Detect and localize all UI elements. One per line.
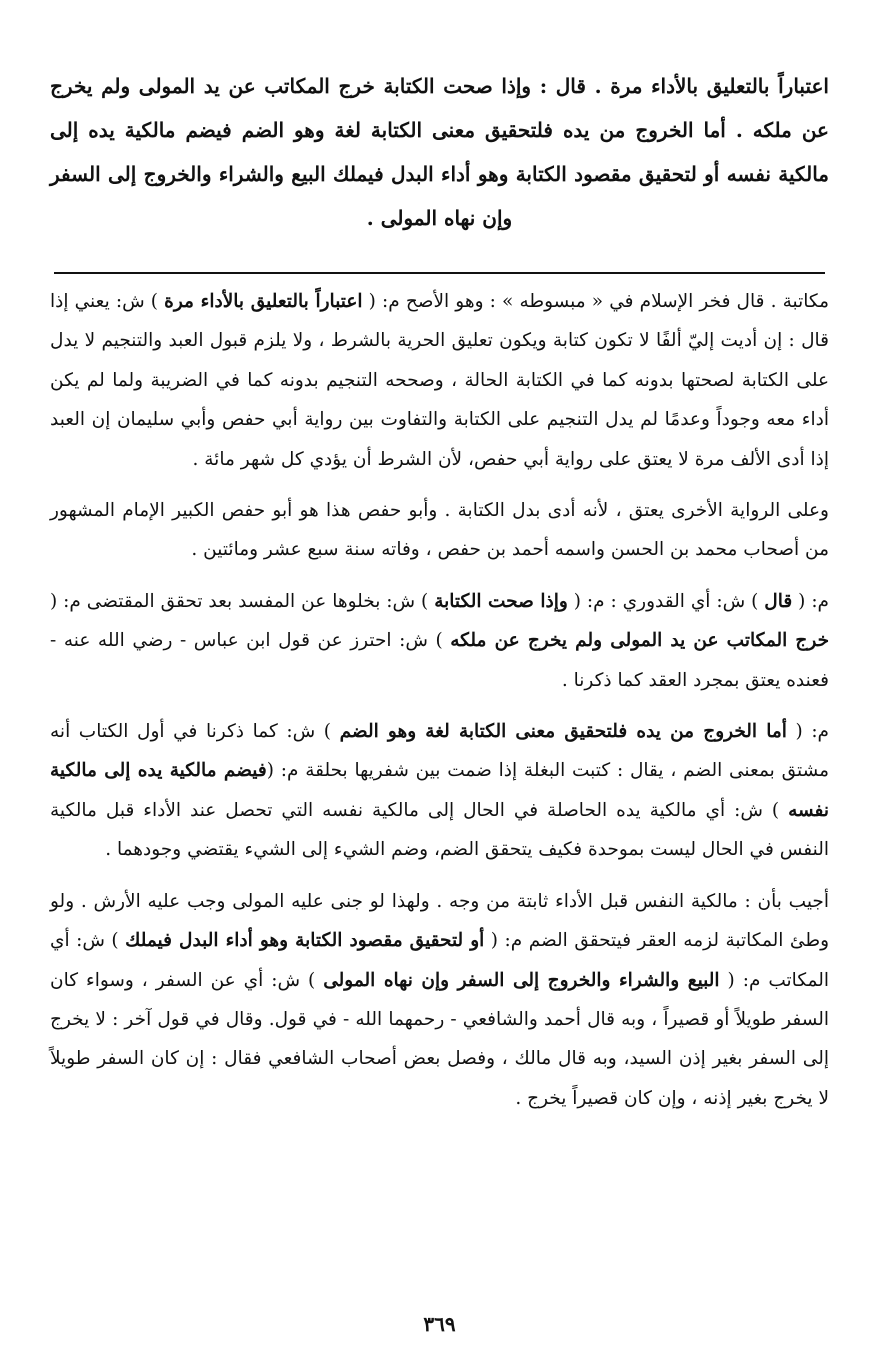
commentary-paragraph-5	[50, 882, 829, 1118]
main-text-block: اعتباراً بالتعليق بالأداء مرة . قال : وإذا صحت الكتابة خرج المكاتب عن يد المولى ولم يخرج عن ملكه . أما الخروج من يده فلتحقيق معنى الكتابة لغة وهو الضم فيضم مالكية يده إلى مالكية نفسه أو لتحقيق مقصود الكتابة وهو أداء البدل فيملك البيع والشراء والخروج إلى السفر وإن نهاه المولى .	[50, 74, 829, 230]
commentary-quote: اعتباراً بالتعليق بالأداء مرة	[164, 291, 363, 312]
commentary-text: أجيب بأن : مالكية النفس قبل الأداء ثابتة من وجه . ولهذا لو جنى عليه المولى وجب عليه الأرش . ولو وطئ المكاتبة لزمه العقر فيتحقق الضم م: (	[50, 890, 830, 952]
commentary-text: ) ش: أي المكاتب م: (	[50, 930, 830, 991]
commentary-paragraph-2: وعلى الرواية الأخرى يعتق ، لأنه أدى بدل الكتابة . وأبو حفص هذا هو أبو حفص الكبير الإمام المشهور من أصحاب محمد بن الحسن واسمه أحمد بن حفص ، وفاته سنة سبع عشر ومائتين .	[50, 500, 829, 561]
commentary-block	[50, 282, 829, 1130]
commentary-quote: أو لتحقيق مقصود الكتابة وهو أداء البدل فيملك	[125, 930, 485, 952]
commentary-text: مكاتبة . قال فخر الإسلام في « مبسوطه » : وهو الأصح م: (	[362, 291, 830, 312]
commentary-paragraph-3	[50, 582, 829, 700]
commentary-quote: فيضم مالكية يده إلى مالكية نفسه	[50, 760, 829, 821]
commentary-text: ) ش: كما ذكرنا في أول الكتاب أنه مشتق بمعنى الضم ، يقال : كتبت البغلة إذا ضمت بين شفريها بحلقة م: (	[50, 721, 829, 782]
commentary-text: ) ش: أي القدوري : م: (	[567, 590, 765, 612]
commentary-text: ) ش: احترز عن قول ابن عباس - رضي الله عنه - فعنده يعتق بمجرد العقد كما ذكرنا .	[50, 630, 829, 691]
commentary-text: م: (	[792, 590, 830, 612]
commentary-text: م: (	[786, 721, 830, 743]
page-number: ٣٦٩	[423, 1312, 456, 1336]
commentary-quote: قال	[764, 590, 793, 612]
commentary-paragraph-4	[50, 712, 829, 870]
commentary-quote: خرج المكاتب عن يد المولى ولم يخرج عن ملكه	[450, 630, 830, 652]
commentary-quote: البيع والشراء والخروج إلى السفر وإن نهاه المولى	[323, 969, 720, 991]
commentary-quote: أما الخروج من يده فلتحقيق معنى الكتابة لغة وهو الضم	[339, 721, 787, 743]
commentary-text: ) ش: بخلوها عن المفسد بعد تحقق المقتضى م: (	[50, 590, 435, 612]
commentary-quote: وإذا صحت الكتابة	[434, 590, 568, 612]
commentary-text: ) ش: يعني إذا قال : إن أديت إليّ ألفًا لا تكون كتابة ويكون تعليق الحرية بالشرط ، ولا يلزم قبول العبد والتنجيم لا يدل على الكتابة لصحتها بدونه كما في الكتابة الحالة ، وصححه التنجيم بدونه كما في الضريبة ولما لم يكن أداء معه وجوداً وعدمًا لم يدل التنجيم على الكتابة والتفاوت بين رواية أبي حفص وأبي سليمان إن العبد إذا أدى الألف مرة لا يعتق على رواية أبي حفص، لأن الشرط أن يؤدي كل شهر مائة .	[50, 291, 829, 470]
commentary-paragraph-1	[50, 282, 829, 479]
commentary-text: ) ش: أي مالكية يده الحاصلة في الحال إلى مالكية نفسه التي تحصل عند الأداء قبل مالكية النفس في الحال ليست بموحدة فكيف يتحقق الضم، وضم الشيء إلى الشيء يقتضي وجودهما .	[50, 799, 829, 861]
commentary-text: ) ش: أي عن السفر ، وسواء كان السفر طويلاً أو قصيراً ، وبه قال أحمد والشافعي - رحمهما الله - في قول. وقال في قول آخر : لا يخرج إلى السفر بغير إذن السيد، وبه قال مالك ، وفصل بعض أصحاب الشافعي فقال : إن كان السفر طويلاً لا يخرج بغير إذنه ، وإن كان قصيراً يخرج .	[50, 969, 829, 1109]
section-divider	[54, 272, 825, 274]
